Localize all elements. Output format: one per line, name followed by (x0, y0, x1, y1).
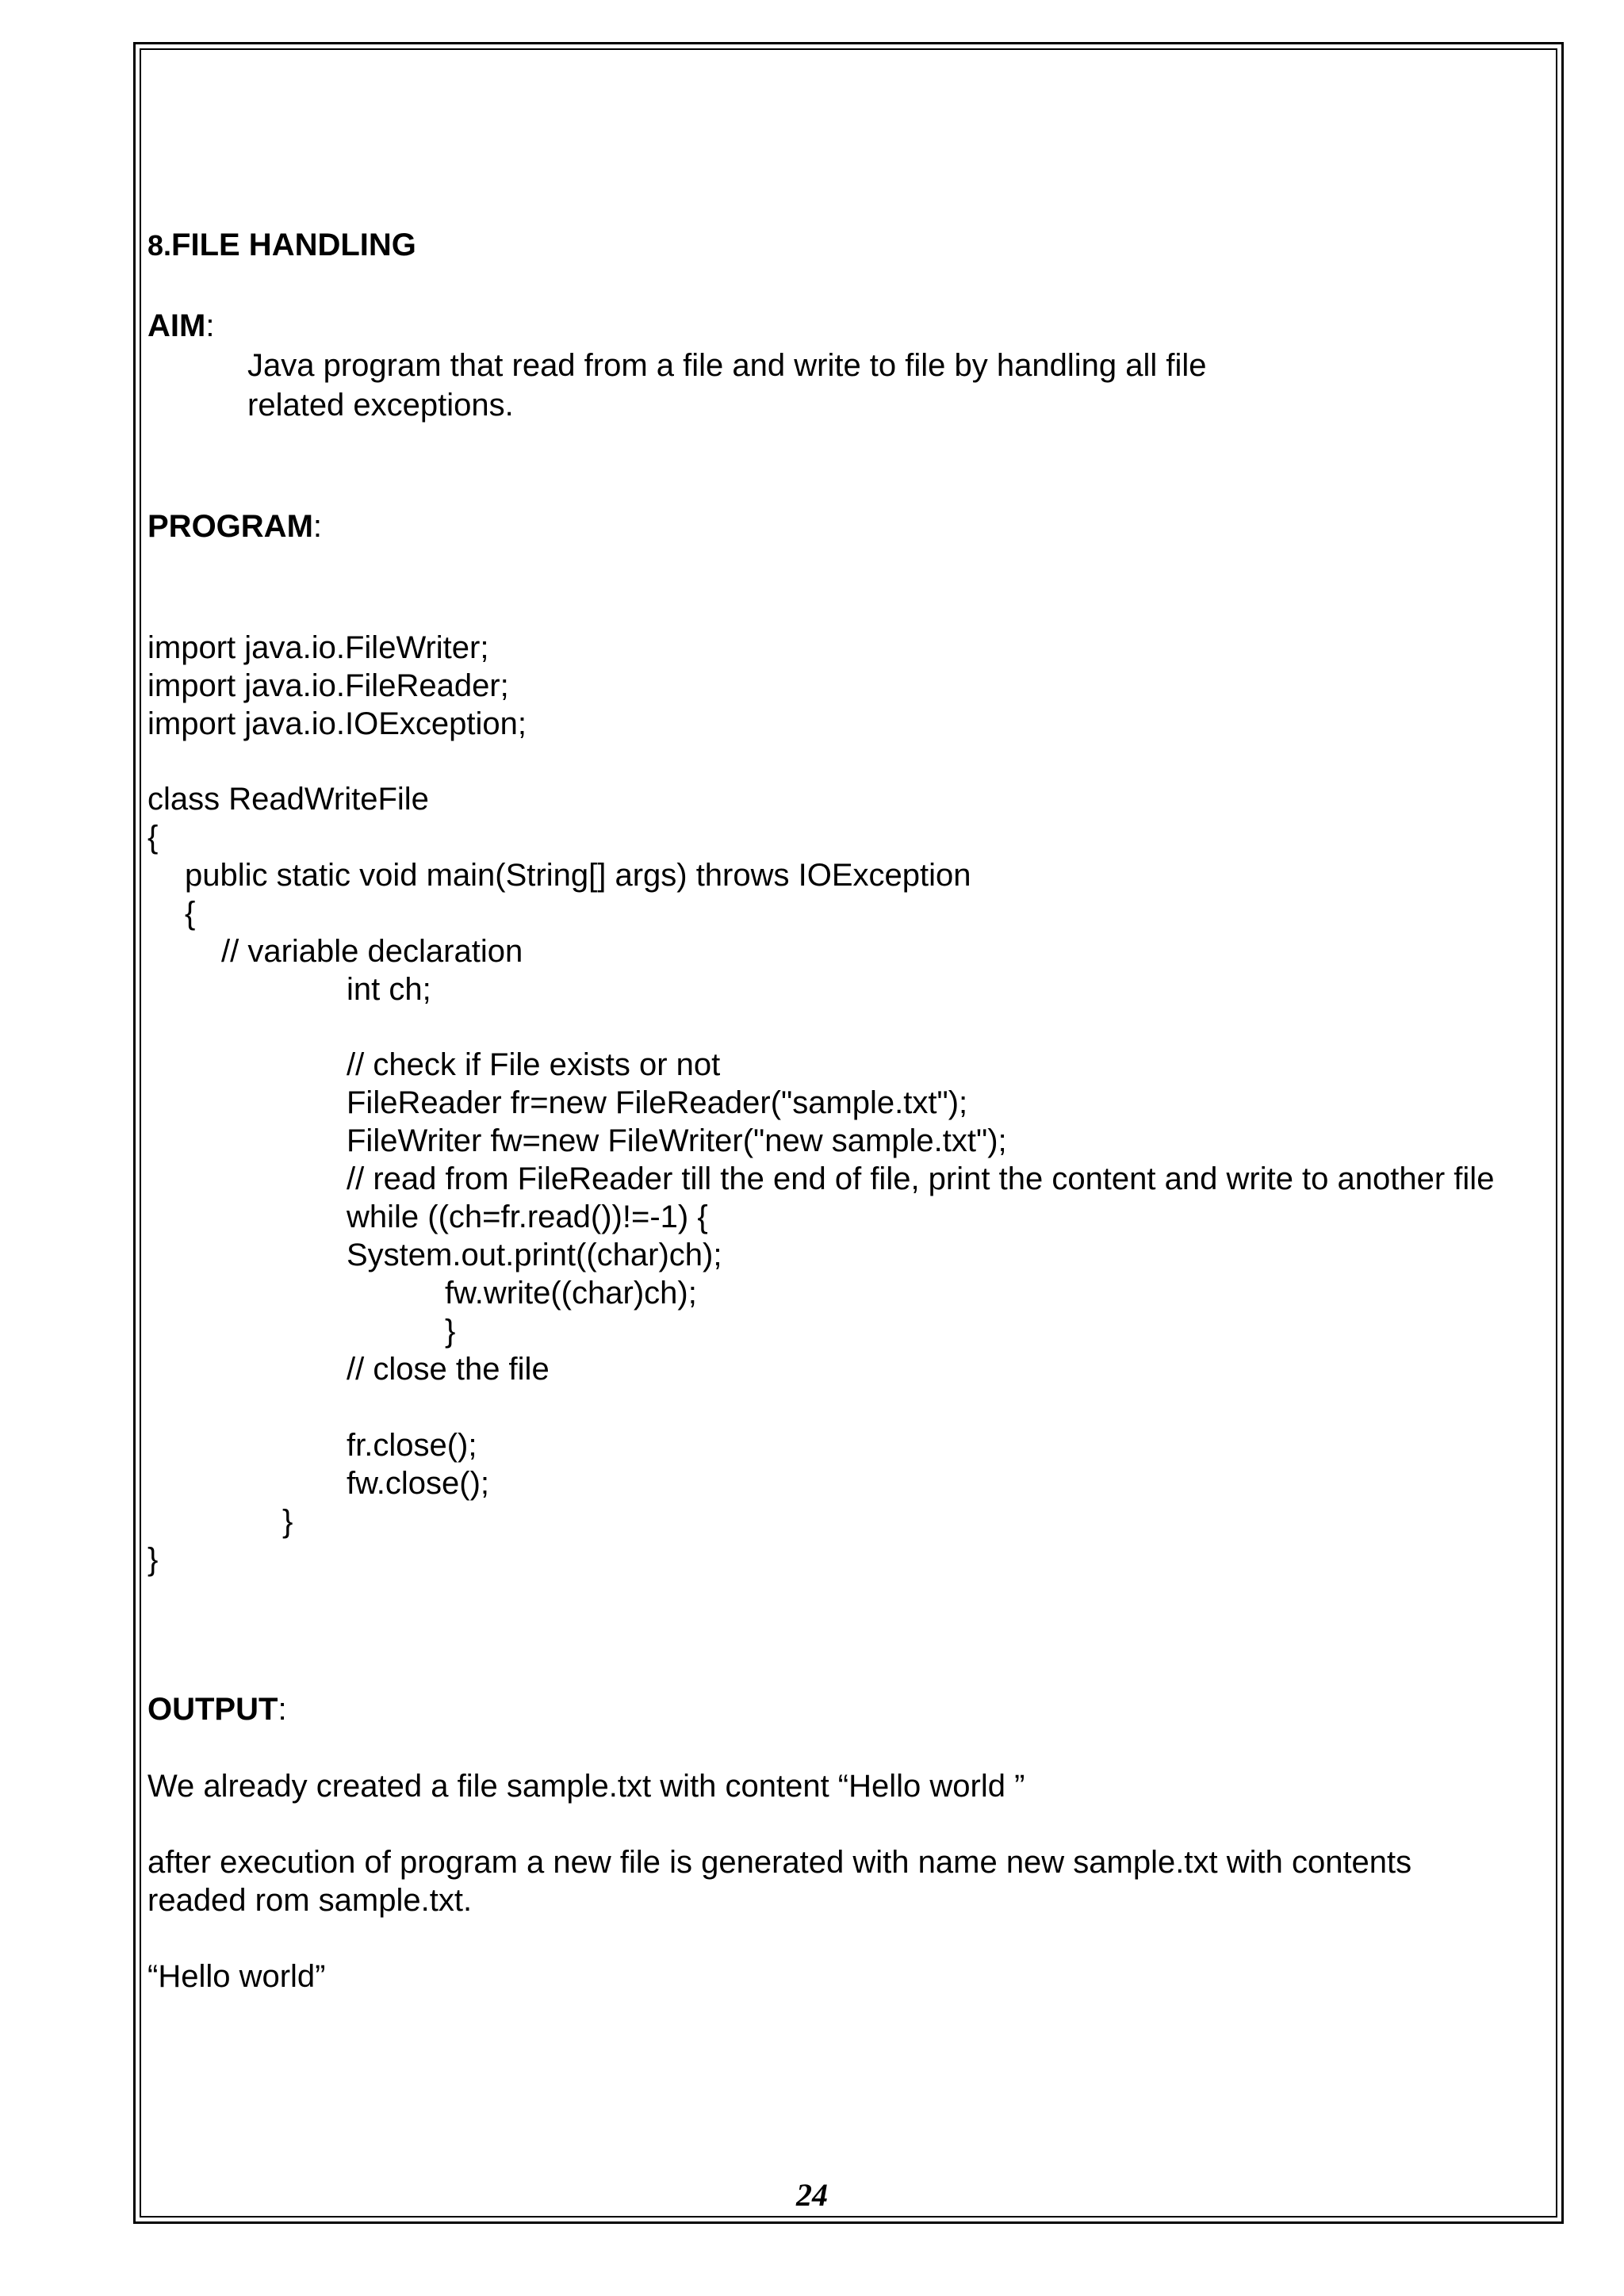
output-heading (147, 1690, 287, 1728)
section-number: 8. (147, 229, 172, 262)
code-line: // variable declaration (221, 934, 523, 969)
output-colon: : (278, 1692, 287, 1727)
program-label: PROGRAM (147, 509, 313, 544)
code-line: // close the file (347, 1352, 550, 1387)
code-line: { (147, 820, 159, 855)
code-line: // read from FileReader till the end of file, print the content and write to another file (347, 1161, 1495, 1196)
output-text-line: readed rom sample.txt. (147, 1883, 473, 1918)
code-line: int ch; (347, 972, 431, 1007)
aim-text-line: Java program that read from a file and write to file by handling all file (247, 348, 1207, 383)
program-colon: : (312, 509, 323, 544)
code-line: System.out.print((char)ch); (347, 1238, 722, 1272)
output-text-line: We already created a file sample.txt with content “Hello world ” (147, 1769, 1025, 1804)
code-line: while ((ch=fr.read())!=-1) { (347, 1200, 708, 1234)
code-line: { (185, 896, 196, 931)
aim-label: AIM (147, 308, 206, 343)
code-line: fr.close(); (347, 1428, 477, 1463)
code-line: import java.io.FileWriter; (147, 630, 489, 665)
code-line: } (147, 1542, 159, 1577)
code-line: } (445, 1314, 456, 1349)
code-line: fw.write((char)ch); (445, 1276, 697, 1311)
output-text-line: after execution of program a new file is generated with name new sample.txt with contents (147, 1845, 1412, 1880)
section-heading (147, 226, 416, 265)
page-number: 24 (796, 2177, 828, 2213)
aim-heading (147, 307, 214, 345)
code-line: import java.io.FileReader; (147, 668, 509, 703)
code-line: FileWriter fw=new FileWriter("new sample.txt"); (347, 1123, 1007, 1158)
output-label: OUTPUT (147, 1692, 278, 1727)
code-line: FileReader fr=new FileReader("sample.txt"); (347, 1085, 968, 1120)
code-line: public static void main(String[] args) throws IOException (185, 858, 971, 893)
aim-colon: : (205, 308, 215, 343)
code-line: } (282, 1504, 293, 1539)
aim-text-line: related exceptions. (247, 388, 514, 423)
code-line: // check if File exists or not (347, 1047, 721, 1082)
program-heading (147, 507, 322, 545)
code-line: fw.close(); (347, 1466, 490, 1501)
output-text-line: “Hello world” (147, 1959, 326, 1994)
code-line: import java.io.IOException; (147, 706, 527, 741)
section-title: FILE HANDLING (171, 228, 416, 262)
code-line: class ReadWriteFile (147, 782, 429, 817)
